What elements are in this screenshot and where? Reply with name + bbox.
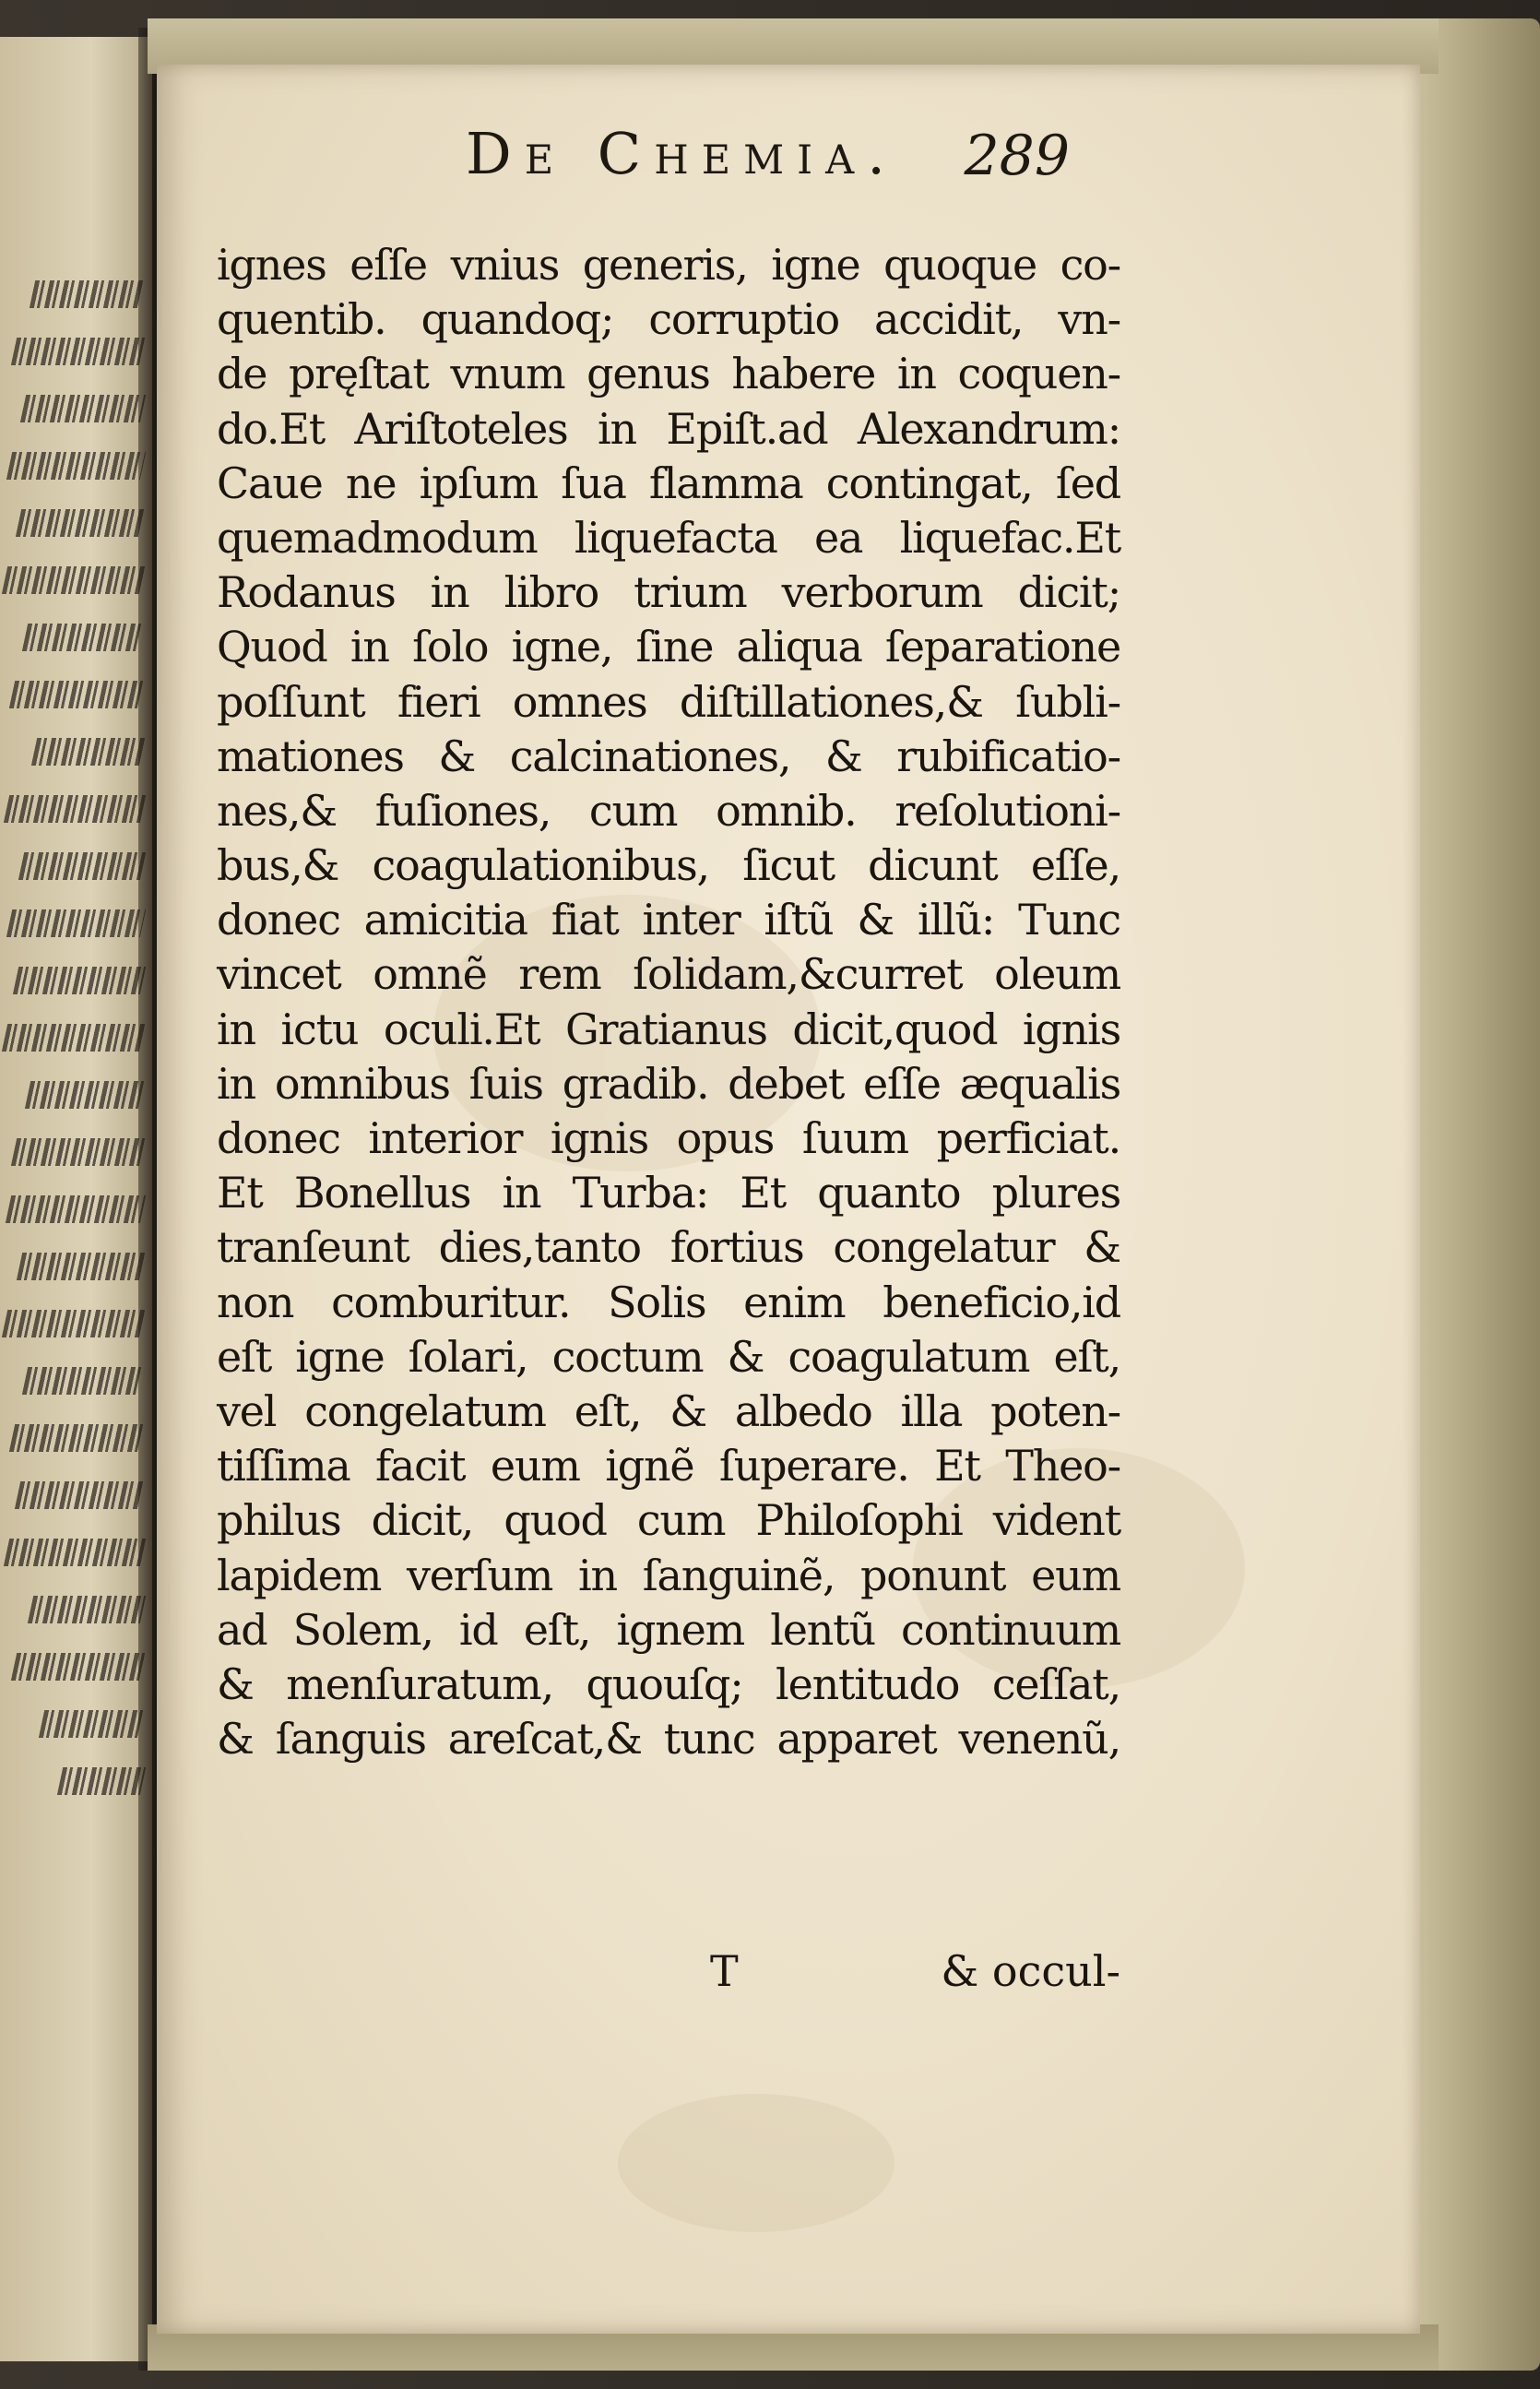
- text-line: & menſuratum, quouſq; lentitudo ceſſat,: [217, 1658, 1120, 1709]
- running-title: De Chemia.: [466, 120, 898, 187]
- vellum-binding-edge: [1402, 18, 1540, 2371]
- text-line: tiſſima facit eum ignẽ ſuperare. Et Theo-: [217, 1441, 1120, 1492]
- text-line: poſſunt fieri omnes diſtillationes,& ſubli-: [217, 676, 1120, 727]
- text-line: non comburitur. Solis enim beneficio,id: [217, 1277, 1120, 1327]
- text-line: in ictu oculi.Et Gratianus dicit,quod ignis: [217, 1004, 1120, 1054]
- text-line: de pręſtat vnum genus habere in coquen-: [217, 349, 1120, 399]
- text-line: Quod in ſolo igne, ſine aliqua ſeparatione: [217, 622, 1120, 672]
- text-line: lapidem verſum in ſanguinẽ, ponunt eum: [217, 1550, 1120, 1600]
- text-line: vel congelatum eſt, & albedo illa poten-: [217, 1385, 1120, 1436]
- text-line: in omnibus ſuis gradib. debet eſſe æqualis: [217, 1058, 1120, 1109]
- text-line: ignes eſſe vnius generis, igne quoque co-: [217, 240, 1120, 290]
- text-line: Et Bonellus in Turba: Et quanto plures: [217, 1168, 1120, 1218]
- text-line: vincet omnẽ rem ſolidam,&curret oleum: [217, 949, 1120, 1000]
- text-line: Caue ne ipſum ſua flamma contingat, ſed: [217, 458, 1120, 508]
- text-line: bus,& coagulationibus, ſicut dicunt eſſe,: [217, 840, 1120, 891]
- body-text: [217, 238, 1120, 1766]
- page-footer: [217, 1946, 1120, 2002]
- text-line: mationes & calcinationes, & rubificatio-: [217, 731, 1120, 781]
- text-line: eſt igne ſolari, coctum & coagulatum eſt,: [217, 1331, 1120, 1382]
- text-line: tranſeunt dies,tanto fortius congelatur &: [217, 1222, 1120, 1273]
- text-line: ad Solem, id eſt, ignem lentũ continuum: [217, 1604, 1120, 1655]
- text-line: nes,& fuſiones, cum omnib. reſolutioni-: [217, 785, 1120, 836]
- text-line: Rodanus in libro trium verborum dicit;: [217, 567, 1120, 618]
- left-page-text-fragments: [0, 267, 152, 1812]
- text-line: & ſanguis areſcat,& tunc apparet venenũ,: [217, 1714, 1120, 1765]
- text-line: quemadmodum liquefacta ea liquefac.Et: [217, 512, 1120, 563]
- text-line: quentib. quandoq; corruptio accidit, vn-: [217, 294, 1120, 345]
- catchword: & occul-: [941, 1946, 1120, 1996]
- text-line: donec interior ignis opus ſuum perficiat.: [217, 1113, 1120, 1163]
- text-line: donec amicitia fiat inter iſtũ & illũ: Tunc: [217, 895, 1120, 945]
- text-line: philus dicit, quod cum Philoſophi vident: [217, 1495, 1120, 1546]
- page-number: 289: [964, 124, 1070, 188]
- page-header: [314, 120, 1107, 203]
- text-line: do.Et Ariſtoteles in Epiſt.ad Alexandrum:: [217, 403, 1120, 454]
- left-facing-page: [0, 37, 152, 2361]
- signature-mark: T: [710, 1946, 739, 1996]
